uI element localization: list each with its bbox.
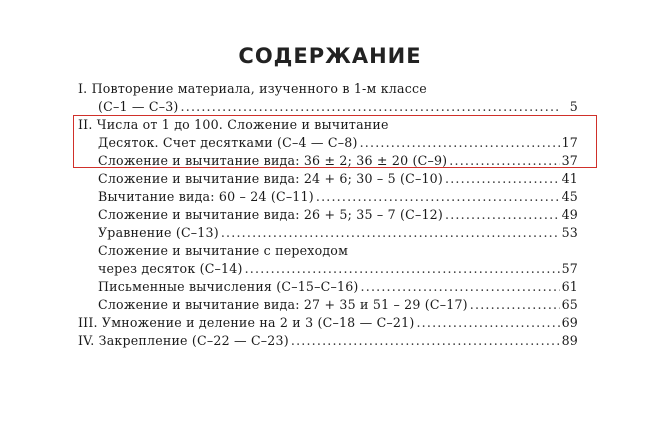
toc-entry[interactable] [78,188,578,206]
toc-page-number: 5 [569,99,578,114]
toc-entry-section-3[interactable] [78,314,578,332]
toc-page-number: 57 [561,261,578,276]
toc-entry-text: Письменные вычисления (С–15–С–16) [98,279,359,294]
dot-leader [361,278,560,296]
toc-page-number: 45 [561,189,578,204]
toc-entry-text: Сложение и вычитание с переходом [98,243,349,258]
toc-entry[interactable] [78,278,578,296]
toc-entry-text: Сложение и вычитание вида: 24 + 6; 30 – 5 (С–10) [98,171,444,186]
toc-entry[interactable] [78,170,578,188]
dot-leader [291,332,560,350]
dot-leader [221,224,560,242]
toc-page-number: 49 [561,207,578,222]
toc-entry-text: через десяток (С–14) [98,261,243,276]
toc-entry-text: Десяток. Счет десятками (С–4 — С–8) [98,135,358,150]
dot-leader [470,296,560,314]
dot-leader [181,98,560,116]
toc-entry-section-1[interactable] [78,80,578,98]
toc-entry-text: IV. Закрепление (С–22 — С–23) [78,333,289,348]
dot-leader [416,314,559,332]
toc-entry[interactable] [78,206,578,224]
dot-leader [316,188,560,206]
toc-entry-text: Сложение и вычитание вида: 26 + 5; 35 – 7 (С–12) [98,207,444,222]
toc-page-number: 65 [561,297,578,312]
toc-entry-text: Сложение и вычитание вида: 36 ± 2; 36 ± 20 (С–9) [98,153,448,168]
dot-leader [445,170,560,188]
toc-page-number: 89 [561,333,578,348]
toc-page-number: 53 [561,225,578,240]
dot-leader [245,260,560,278]
toc-entry[interactable] [78,296,578,314]
toc-entry-text: Уравнение (С–13) [98,225,219,240]
highlight-box [73,115,597,168]
toc-page-number: 37 [561,153,578,168]
toc-entry[interactable] [78,98,578,116]
toc-page-number: 17 [561,135,578,150]
toc-entry-text: II. Числа от 1 до 100. Сложение и вычитание [78,117,389,132]
toc-entry-text: III. Умножение и деление на 2 и 3 (С–18 — С–21) [78,315,415,330]
toc-entry[interactable] [78,260,578,278]
toc-entry-text: I. Повторение материала, изученного в 1-м классе [78,81,427,96]
toc-page-number: 61 [561,279,578,294]
toc-entry[interactable] [78,224,578,242]
toc-page-number: 69 [561,315,578,330]
toc-page-number: 41 [561,171,578,186]
page-title: СОДЕРЖАНИЕ [238,44,422,68]
toc-entry-text: Вычитание вида: 60 – 24 (С–11) [98,189,314,204]
dot-leader [445,206,560,224]
toc-entry-text: (С–1 — С–3) [98,99,179,114]
toc-entry[interactable] [78,242,578,260]
toc-entry-section-4[interactable] [78,332,578,350]
toc-entry-text: Сложение и вычитание вида: 27 + 35 и 51 – 29 (С–17) [98,297,468,312]
